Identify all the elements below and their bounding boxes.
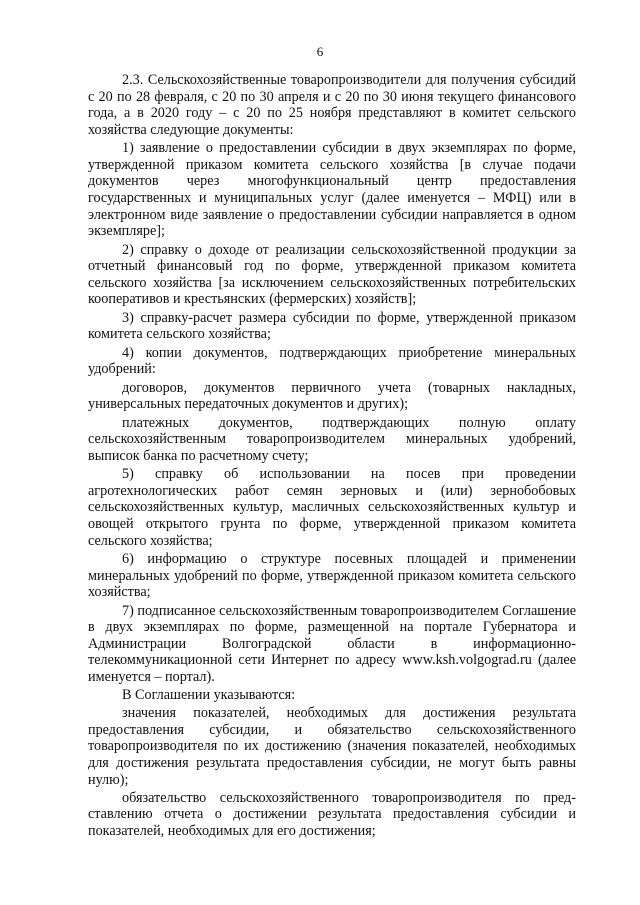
list-item-7: 7) подписанное сельскохозяйственным товаропроизводителем Соглашение в двух экземплярах по форме, размещенной на портале Губернатора и Администрации Волгоградской области в информационно-телекоммуникационной сети Интернет по адресу www.ksh.volgograd.ru (далее именуется – портал).	[88, 602, 576, 685]
list-item-1: 1) заявление о предоставлении субсидии в двух экземплярах по форме, утвержденной приказом комитета сельского хозяйства [в случае подачи документов через многофункциональный центр предоставления государственных и муниципальных услуг (далее именуется – МФЦ) или в электронном виде заявление о предоставлении субсидии направляется в одном экземпляре];	[88, 140, 576, 240]
list-item-4: 4) копии документов, подтверждающих приобретение минеральных удобрений:	[88, 344, 576, 378]
page-number: 6	[316, 44, 324, 59]
list-item-5: 5) справку об использовании на посев при проведении агротехнологических работ семян зерновых и (или) зернобобовых сельскохозяйственных культур, масличных сельскохозяйственных культур и овощей открытого грунта по форме, утвержденной приказом комитета сельского хозяйства;	[88, 466, 576, 549]
agreement-item-indicators: значения показателей, необходимых для достижения результата предоставления субсидии, и обязательство сельскохозяйственного товаропроизводителя по их достижению (значения показателей, необходимых для достижения результата предоставления субсидии, не могут быть равны нулю);	[88, 705, 576, 788]
list-item-6: 6) информацию о структуре посевных площадей и применении минеральных удобрений по форме, утвержденной приказом комитета сельского хозяйства;	[88, 551, 576, 601]
list-item-3: 3) справку-расчет размера субсидии по форме, утвержденной приказом комитета сельского хозяйства;	[88, 309, 576, 343]
list-item-4-contracts: договоров, документов первичного учета (товарных накладных, универсальных передаточных документов и других);	[88, 379, 576, 413]
paragraph-2-3: 2.3. Сельскохозяйственные товаропроизводители для получения субсидий с 20 по 28 февраля, с 20 по 30 апреля и с 20 по 30 июня текущего финансового года, а в 2020 году – с 20 по 25 ноября представляют в комитет сельского хозяйства следующие документы:	[88, 72, 576, 138]
document-body	[88, 72, 576, 841]
list-item-2: 2) справку о доходе от реализации сельскохозяйственной продукции за отчетный финансовый год по форме, утвержденной приказом комитета сельского хозяйства [за исключением сельскохозяйственных потребительских кооперативов и крестьянских (фермерских) хозяйств];	[88, 241, 576, 308]
agreement-heading: В Соглашении указываются:	[122, 687, 296, 704]
list-item-4-payments: платежных документов, подтверждающих полную оплату сельскохозяйственным товаропроизводителем минеральных удобрений, выписок банка по расчетному счету;	[88, 414, 576, 464]
agreement-item-report: обязательство сельскохозяйственного товаропроизводителя по представлению отчета о достижении результата предоставления субсидии и показателей, необходимых для его достижения;	[88, 789, 576, 840]
